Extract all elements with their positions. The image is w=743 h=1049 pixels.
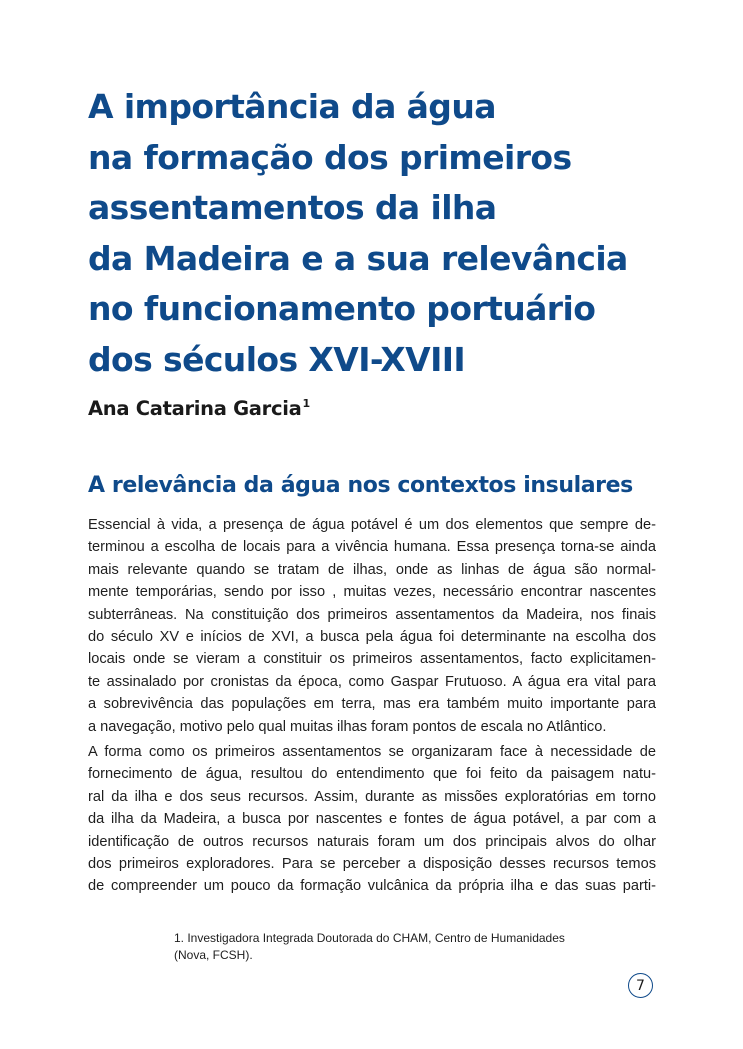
page-number: 7 — [628, 973, 653, 998]
paragraph-line: a sobrevivência das populações em terra, mas era também muito importante para — [88, 696, 656, 713]
title-line: assentamentos da ilha — [88, 188, 497, 227]
paragraph-line: dos primeiros exploradores. Para se perceber a disposição desses recursos temos — [88, 856, 656, 873]
paragraph-line: te assinalado por cronistas da época, como Gaspar Frutuoso. A água era vital para — [88, 673, 656, 690]
paragraph-line: A forma como os primeiros assentamentos se organizaram face à necessidade de — [88, 744, 656, 760]
body-paragraph — [88, 514, 656, 738]
paragraph-line: terminou a escolha de locais para a vivência humana. Essa presença torna-se ainda — [88, 539, 656, 556]
author-name — [88, 397, 310, 420]
paragraph-line: a navegação, motivo pelo qual muitas ilhas foram pontos de escala no Atlântico. — [88, 718, 607, 735]
title-line: dos séculos XVI-XVIII — [88, 339, 466, 379]
title-line: da Madeira e a sua relevância — [88, 238, 628, 278]
body-paragraph — [88, 741, 656, 898]
paragraph-line: mais relevante quando se tratam de ilhas, onde as linhas de água são normal- — [88, 561, 656, 578]
paragraph-line: de compreender um pouco da formação vulcânica da própria ilha e das suas parti- — [88, 878, 656, 895]
footnote-marker[interactable]: 1 — [302, 397, 310, 410]
author-name-text: Ana Catarina Garcia — [88, 397, 302, 420]
chapter-title — [88, 82, 688, 385]
paragraph-line: ral da ilha e dos seus recursos. Assim, durante as missões exploratórias em torno — [88, 788, 656, 805]
paragraph-line: mente temporárias, sendo por isso , muitas vezes, necessário encontrar nascentes — [88, 584, 656, 601]
title-line: no funcionamento portuário — [88, 289, 596, 328]
paragraph-line: locais onde se vieram a constituir os primeiros assentamentos, facto explicitamen- — [88, 651, 656, 668]
footnote-line: 1. Investigadora Integrada Doutorada do CHAM, Centro de Humanidades — [174, 931, 565, 945]
paragraph-line: do século XV e inícios de XVI, a busca pela água foi determinante na escolha dos — [88, 629, 656, 646]
paragraph-line: da ilha da Madeira, a busca por nascentes e fontes de água potável, a par com a — [88, 811, 656, 828]
paragraph-line: subterrâneas. Na constituição dos primeiros assentamentos da Madeira, nos finais — [88, 606, 656, 623]
title-line: na formação dos primeiros — [88, 137, 572, 177]
footnote — [174, 930, 634, 964]
paragraph-line: fornecimento de água, resultou do entendimento que foi feito da paisagem natu- — [88, 766, 656, 783]
title-line: A importância da água — [88, 87, 496, 126]
footnote-line: (Nova, FCSH). — [174, 948, 253, 962]
paragraph-line: Essencial à vida, a presença de água potável é um dos elementos que sempre de- — [88, 517, 656, 533]
paragraph-line: identificação de outros recursos naturais foram um dos principais alvos do olhar — [88, 833, 656, 850]
section-heading: A relevância da água nos contextos insulares — [88, 473, 633, 498]
